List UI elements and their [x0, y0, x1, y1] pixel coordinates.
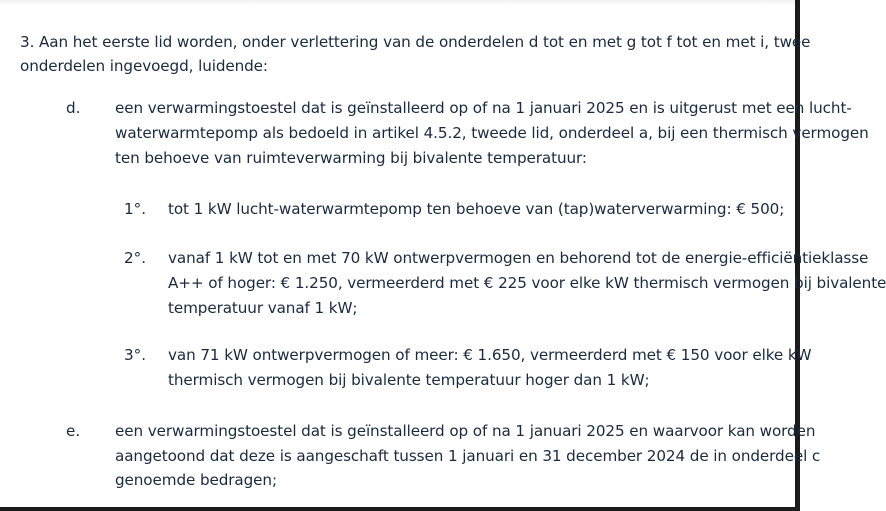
subitem-3-line-1: van 71 kW ontwerpvermogen of meer: € 1.650, vermeerderd met € 150 voor elke kW [168, 346, 812, 364]
subitem-1-label: 1°. [124, 200, 147, 218]
bottom-border [0, 507, 800, 511]
item-e-line-2: aangetoond dat deze is aangeschaft tussen 1 januari en 31 december 2024 de in onderdeel c [115, 447, 821, 465]
subitem-3-line-2: thermisch vermogen bij bivalente temperatuur hoger dan 1 kW; [168, 371, 650, 389]
item-e-line-1: een verwarmingstoestel dat is geïnstalleerd op of na 1 januari 2025 en waarvoor kan worden [115, 422, 816, 440]
top-edge [0, 0, 800, 6]
subitem-2-line-3: temperatuur vanaf 1 kW; [168, 299, 358, 317]
item-e-label: e. [66, 422, 81, 440]
subitem-2-line-1: vanaf 1 kW tot en met 70 kW ontwerpvermogen en behorend tot de energie-efficiëntieklasse [168, 249, 869, 267]
item-d-line-2: waterwarmtepomp als bedoeld in artikel 4.5.2, tweede lid, onderdeel a, bij een thermisch vermogen [115, 124, 869, 142]
item-d-line-1: een verwarmingstoestel dat is geïnstalleerd op of na 1 januari 2025 en is uitgerust met een lucht- [115, 99, 852, 117]
item-e-line-3: genoemde bedragen; [115, 471, 277, 489]
item-d-line-3: ten behoeve van ruimteverwarming bij bivalente temperatuur: [115, 149, 587, 167]
subitem-3-label: 3°. [124, 346, 147, 364]
intro-line-1: 3. Aan het eerste lid worden, onder verlettering van de onderdelen d tot en met g tot f tot en met i, twee [20, 33, 811, 51]
subitem-2-label: 2°. [124, 249, 147, 267]
intro-line-2: onderdelen ingevoegd, luidende: [20, 57, 268, 75]
subitem-2-line-2: A++ of hoger: € 1.250, vermeerderd met € 225 voor elke kW thermisch vermogen bij bivalente [168, 274, 886, 292]
subitem-1-line-1: tot 1 kW lucht-waterwarmtepomp ten behoeve van (tap)waterverwarming: € 500; [168, 200, 785, 218]
item-d-label: d. [66, 99, 81, 117]
